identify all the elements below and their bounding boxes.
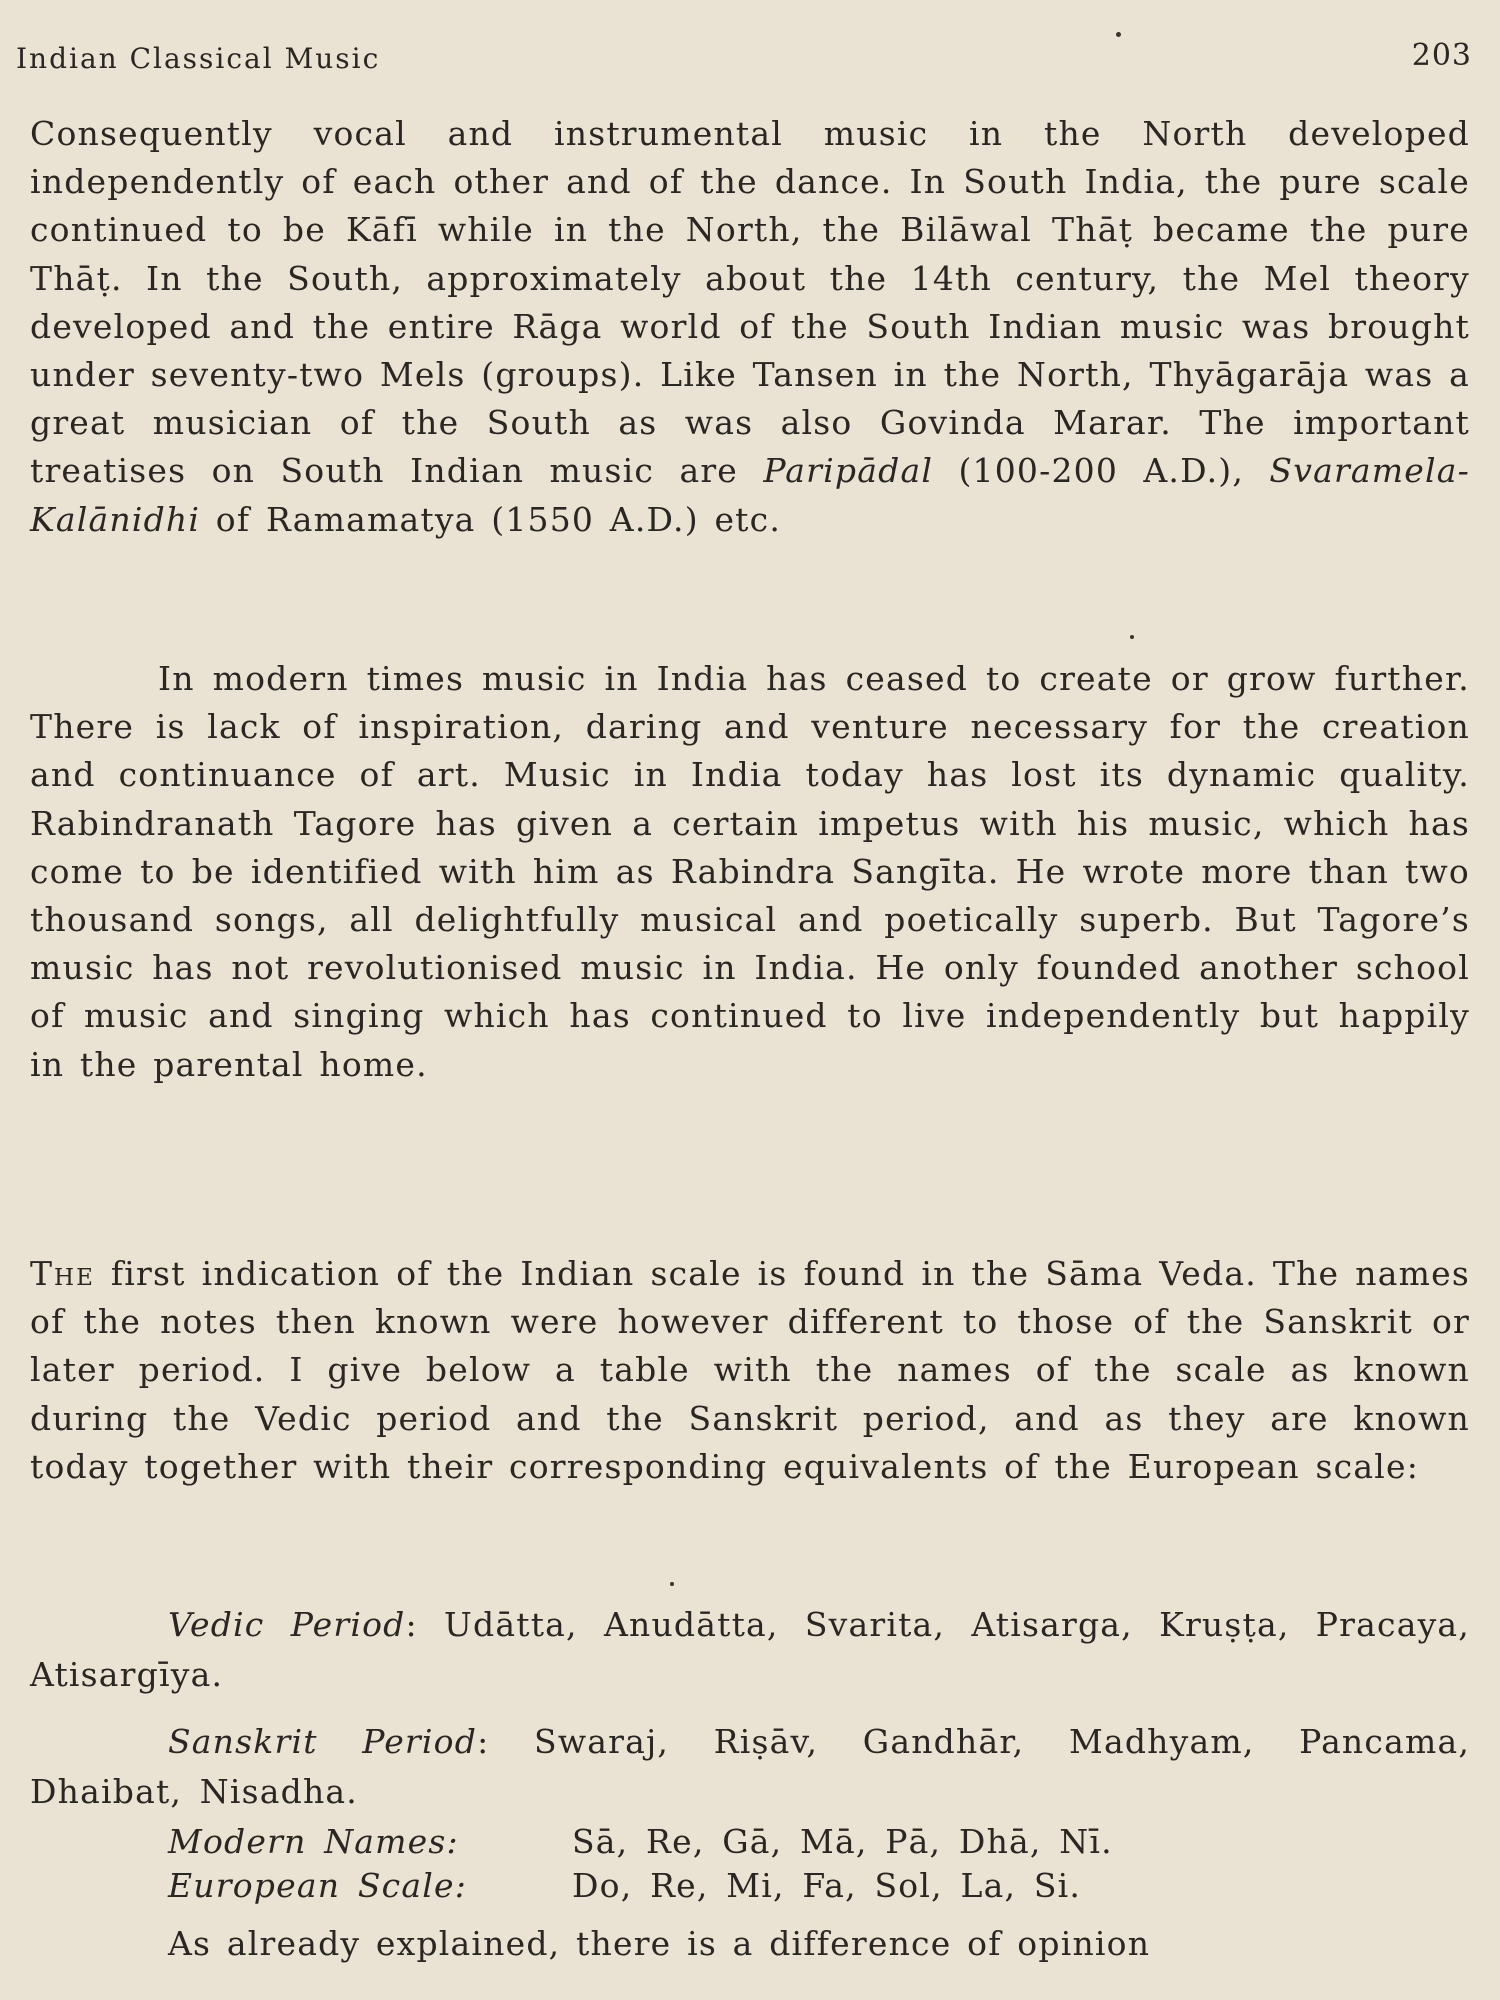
paragraph-1 — [30, 110, 1470, 544]
modern-names-label: Modern Names: — [168, 1822, 459, 1861]
european-scale-row — [168, 1862, 1468, 1910]
european-scale-values: Do, Re, Mi, Fa, Sol, La, Si. — [572, 1866, 1082, 1905]
sanskrit-period-values: Swaraj, Riṣāv, Gandhār, Madhyam, Pancama, Dhaibat, Nisadha. — [30, 1722, 1471, 1811]
running-title: Indian Classical Music — [16, 42, 381, 75]
european-scale-label: European Scale: — [168, 1866, 468, 1905]
page-number: 203 — [1411, 38, 1472, 73]
ink-speck — [1130, 635, 1134, 639]
treatise-title-2: Svaramela-Kalānidhi — [30, 451, 1470, 539]
vedic-period-values: Udātta, Anudātta, Svarita, Atisarga, Kruṣṭa, Pracaya, Atisargīya. — [30, 1605, 1470, 1694]
paragraph-2: In modern times music in India has ceased to create or grow further. There is lack of inspiration, daring and venture necessary for the creation and continuance of art. Music in India today has lost its dynamic quality. Rabindranath Tagore has given a certain impetus with his music, which has come to be identified with him as Rabindra Sangīta. He wrote more than two thousand songs, all delightfully musical and poetically superb. But Tagore’s music has not revolutionised music in India. He only founded another school of music and singing which has continued to live independently but happily in the parental home. — [30, 659, 1470, 1084]
ink-speck — [1116, 32, 1121, 37]
paragraph-4: As already explained, there is a difference of opinion — [168, 1924, 1151, 1963]
modern-names-row — [168, 1818, 1468, 1866]
treatise-title-1: Paripādal — [763, 451, 934, 491]
sanskrit-period-label: Sanskrit Period — [168, 1722, 478, 1761]
paragraph-3 — [30, 1250, 1470, 1491]
ink-speck — [670, 1582, 674, 1586]
modern-names-values: Sā, Re, Gā, Mā, Pā, Dhā, Nī. — [572, 1822, 1113, 1861]
paragraph-3-lead: The — [30, 1254, 95, 1293]
vedic-period-label: Vedic Period — [168, 1605, 406, 1644]
paragraph-1-end: of Ramamatya (1550 A.D.) etc. — [200, 499, 782, 539]
vedic-period-row: Vedic Period: Udātta, Anudātta, Svarita, Atisarga, Kruṣṭa, Pracaya, Atisargīya. — [30, 1605, 1470, 1694]
paragraph-1-mid: (100-200 A.D.), — [933, 451, 1270, 491]
paragraph-3-text: first indication of the Indian scale is found in the Sāma Veda. The names of the notes then known were however different to those of the Sanskrit or later period. I give below a table with the names of the scale as known during the Vedic period and the Sanskrit period, and as they are known today together with their corresponding equivalents of the European scale: — [30, 1254, 1470, 1486]
paragraph-1-text: Consequently vocal and instrumental music in the North developed independently of each other and of the dance. In South India, the pure scale continued to be Kāfī while in the North, the Bilāwal Thāṭ became the pure Thāṭ. In the South, approximately about the 14th century, the Mel theory developed and the entire Rāga world of the South Indian music was brought under seventy-two Mels (groups). Like Tansen in the North, Thyāgarāja was a great musician of the South as was also Govinda Marar. The important treatises on South Indian music are — [30, 114, 1470, 491]
sanskrit-period-row: Sanskrit Period: Swaraj, Riṣāv, Gandhār, Madhyam, Pancama, Dhaibat, Nisadha. — [30, 1722, 1471, 1811]
